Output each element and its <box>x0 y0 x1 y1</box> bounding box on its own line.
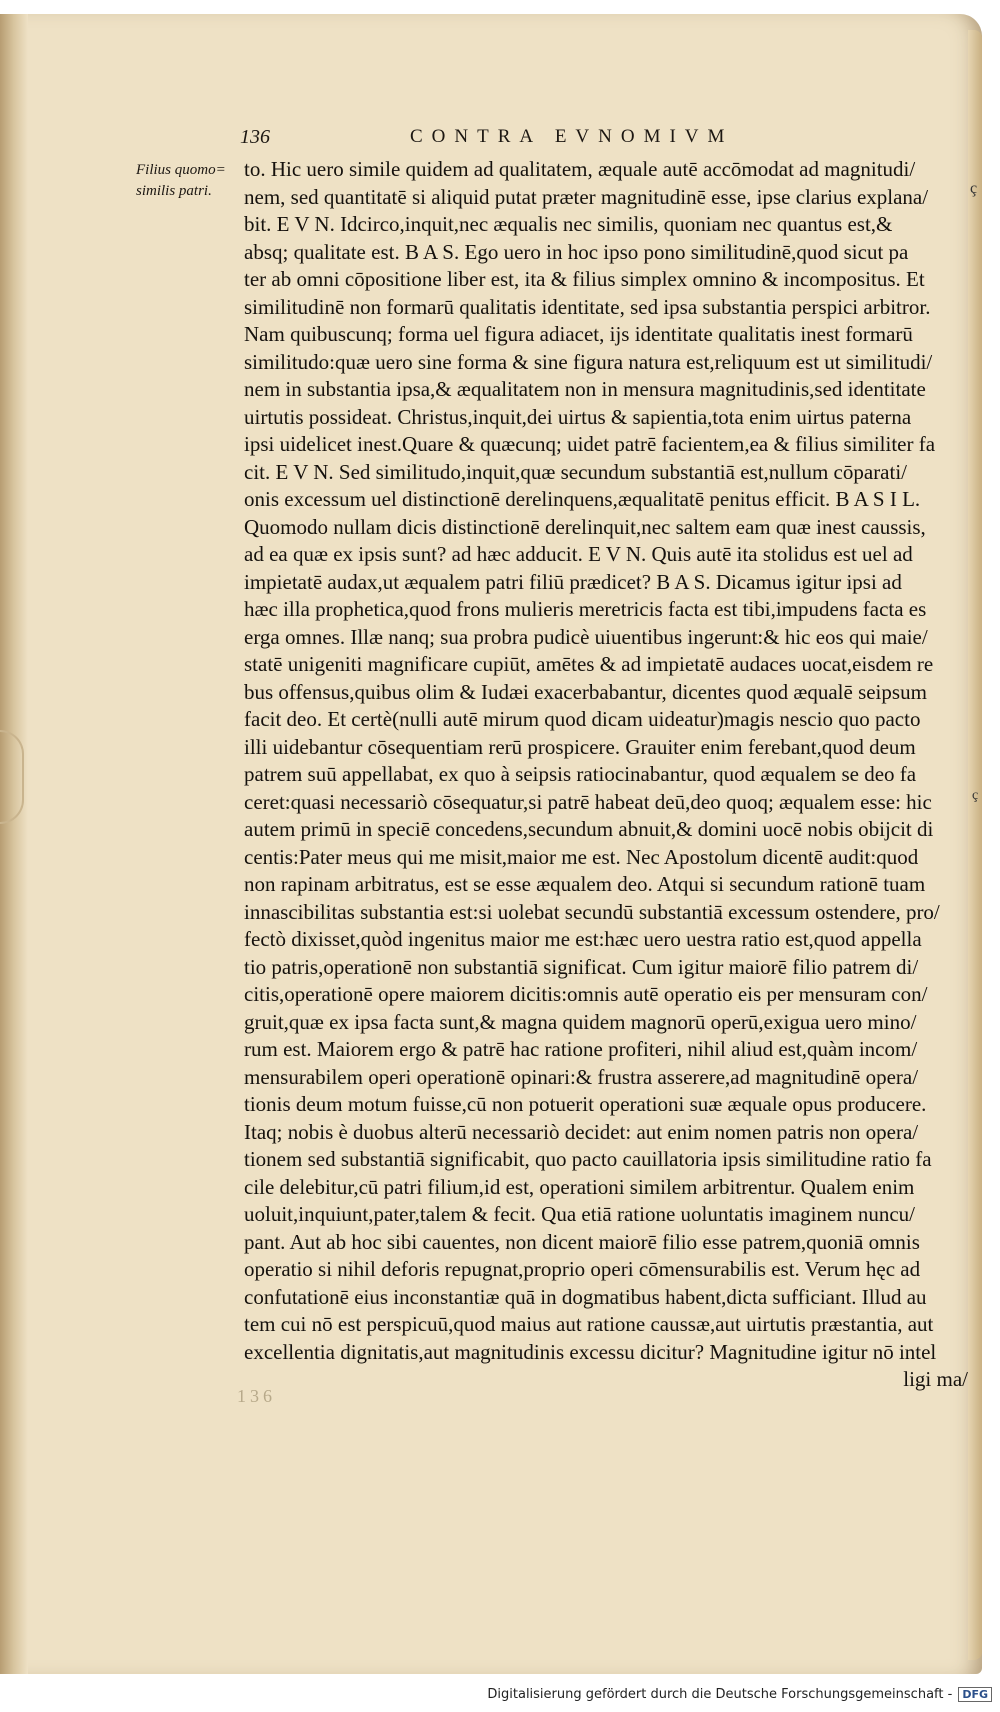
text-line: centis:Pater meus qui me misit,maior me est. Nec Apostolum dicentē audit:quod <box>244 844 919 869</box>
text-line: tionis deum motum fuisse,cū non potuerit operationi suæ æquale opus producere. <box>244 1092 927 1116</box>
text-line: pant. Aut ab hoc sibi cauentes, non dicent maiorē filio esse patrem,quoniā omnis <box>244 1229 920 1254</box>
text-line: tem cui nō est perspicuū,quod maius aut ratione caussæ,aut uirtutis præstantia, aut <box>244 1312 934 1336</box>
text-line: statē unigeniti magnificare cupiūt, amētes & ad impietatē audaces uocat,eisdem re <box>244 652 934 676</box>
text-line: ipsi uidelicet inest.Quare & quæcunq; uidet patrē facientem,ea & filius similiter fa <box>244 432 936 456</box>
marginal-note-line: Filius quomo= <box>136 162 226 178</box>
text-line: autem primū in speciē concedens,secundum abnuit,& domini uocē nobis obijcit di <box>244 817 934 841</box>
text-lines <box>244 156 972 1366</box>
text-line: patrem suū appellabat, ex quo à seipsis ratiocinabantur, quod æqualem se deo fa <box>244 762 917 786</box>
text-line: tionem sed substantiā significabit, quo pacto cauillatoria ipsis similitudine ratio fa <box>244 1147 932 1171</box>
text-line: gruit,quæ ex ipsa facta sunt,& magna quidem magnorū operū,exigua uero mino/ <box>244 1009 917 1034</box>
page-gutter <box>0 14 28 1674</box>
text-line: nem in substantia ipsa,& æqualitatem non in mensura magnitudinis,sed identitate <box>244 377 926 401</box>
text-line: non rapinam arbitratus, est se esse æqualem deo. Atqui si secundum rationē tuam <box>244 872 926 896</box>
running-title: CONTRA EVNOMIVM <box>410 126 734 147</box>
text-line: onis excessum uel distinctionē derelinquens,æqualitatē penitus efficit. B A S I L. <box>244 487 921 511</box>
text-line: bus offensus,quibus olim & Iudæi exacerbabantur, dicentes quod æqualē seipsum <box>244 679 927 704</box>
marginal-note-line: similis patri. <box>136 183 212 199</box>
text-line: operatio si nihil deforis repugnat,proprio operi cōmensurabilis est. Verum hęc ad <box>244 1257 921 1281</box>
margin-mark: ç <box>970 180 978 197</box>
page-header <box>240 126 860 154</box>
catchword-line: ligi ma/ <box>903 1367 968 1391</box>
text-line: similitudinē non formarū qualitatis identitate, sed ipsa substantia perspici arbitror. <box>244 294 931 319</box>
text-line: tio patris,operationē non substantiā significat. Cum igitur maiorē filio patrem di/ <box>244 954 919 979</box>
text-line: illi uidebantur cōsequentiam rerū prospicere. Grauiter enim ferebant,quod deum <box>244 734 916 759</box>
text-line: to. Hic uero simile quidem ad qualitatem, æquale autē accōmodat ad magnitudi/ <box>244 157 916 181</box>
text-line: ceret:quasi necessariò cōsequatur,si patrē habeat deū,deo quoq; æqualem esse: hic <box>244 789 932 814</box>
text-line: Quomodo nullam dicis distinctionē derelinquit,nec saltem eam quæ inest caussis, <box>244 514 926 539</box>
footer-credit-text: Digitalisierung gefördert durch die Deutsche Forschungsgemeinschaft - <box>487 1687 953 1702</box>
text-line: fectò dixisset,quòd ingenitus maior me est:hæc uero uestra ratio est,quod appella <box>244 927 922 951</box>
text-line: hæc illa prophetica,quod frons mulieris meretricis facta est tibi,impudens facta es <box>244 597 927 621</box>
clasp-mark <box>0 730 24 824</box>
text-line: nem, sed quantitatē si aliquid putat præter magnitudinē esse, ipse clarius explana/ <box>244 184 929 209</box>
footer-credit <box>487 1687 992 1702</box>
text-line: impietatē audax,ut æqualem patri filiū prædicet? B A S. Dicamus igitur ipsi ad <box>244 569 902 594</box>
text-line: confutationē eius inconstantiæ quā in dogmatibus habent,dicta sufficiant. Illud au <box>244 1284 927 1309</box>
text-line: Itaq; nobis è duobus alterū necessariò decidet: aut enim nomen patris non opera/ <box>244 1119 919 1144</box>
text-line: Nam quibuscunq; forma uel figura adiacet, ijs identitate qualitatis inest formarū <box>244 322 913 346</box>
margin-mark: ç <box>972 788 979 803</box>
text-line: mensurabilem operi operationē opinari:& frustra asserere,ad magnitudinē opera/ <box>244 1064 919 1089</box>
text-line: excellentia dignitatis,aut magnitudinis excessu dicitur? Magnitudine igitur nō intel <box>244 1339 937 1364</box>
text-line: cit. E V N. Sed similitudo,inquit,quæ secundum substantiā est,nullum cōparati/ <box>244 459 908 484</box>
body-text <box>244 156 972 1394</box>
text-line: citis,operationē opere maiorem dicitis:omnis autē operatio eis per mensuram con/ <box>244 982 928 1006</box>
text-line: erga omnes. Illæ nanq; sua probra pudicè uiuentibus ingerunt:& hic eos qui maie/ <box>244 624 928 649</box>
faint-show-through: 136 <box>237 1386 276 1406</box>
text-line: absq; qualitate est. B A S. Ego uero in hoc ipso pono similitudinē,quod sicut pa <box>244 239 909 264</box>
text-line: ad ea quæ ex ipsis sunt? ad hæc adducit. E V N. Quis autē ita stolidus est uel ad <box>244 542 913 566</box>
text-line: cile delebitur,cū patri filium,id est, operationi similem arbitrentur. Qualem enim <box>244 1174 915 1199</box>
text-line: innascibilitas substantia est:si uolebat secundū substantiā excessum ostendere, pro/ <box>244 899 940 924</box>
text-line: similitudo:quæ uero sine forma & sine figura natura est,reliquum est ut similitudi/ <box>244 349 933 374</box>
page-number: 136 <box>240 126 270 148</box>
text-line: uirtutis possideat. Christus,inquit,dei uirtus & sapientia,tota enim uirtus paterna <box>244 404 912 429</box>
text-line: facit deo. Et certè(nulli autē mirum quod dicam uideatur)magis nescio quo pacto <box>244 707 921 731</box>
marginal-note <box>136 160 228 202</box>
text-line: bit. E V N. Idcirco,inquit,nec æqualis nec similis, quoniam nec quantus est,& <box>244 212 893 236</box>
dfg-logo: DFG <box>958 1687 992 1702</box>
text-line: uoluit,inquiunt,pater,talem & fecit. Qua etiā ratione uoluntatis imaginem nuncu/ <box>244 1202 915 1226</box>
text-line: ter ab omni cōpositione liber est, ita & filius simplex omnino & incompositus. Et <box>244 267 925 291</box>
text-line: rum est. Maiorem ergo & patrē hac ratione profiteri, nihil aliud est,quàm incom/ <box>244 1037 918 1061</box>
